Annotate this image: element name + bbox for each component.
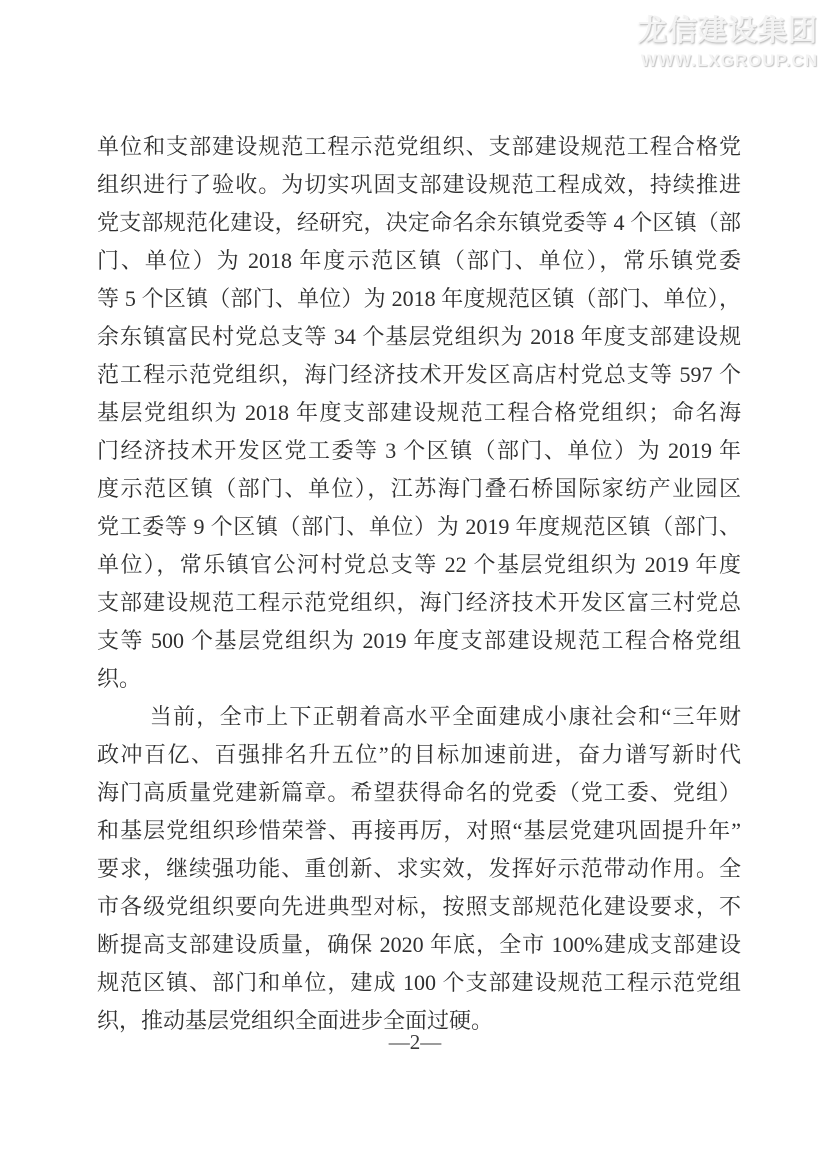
text-line: 织。 (97, 666, 142, 691)
text-line: 政冲百亿、百强排名升五位”的目标加速前进，奋力谱写新时代 (97, 742, 741, 767)
text-line: 海门高质量党建新篇章。希望获得命名的党委（党工委、党组） (97, 780, 741, 805)
text-line: 门、单位）为 2018 年度示范区镇（部门、单位），常乐镇党委 (97, 248, 741, 273)
text-line: 支部建设规范工程示范党组织，海门经济技术开发区富三村党总 (97, 590, 741, 615)
text-line: 单位和支部建设规范工程示范党组织、支部建设规范工程合格党 (97, 134, 741, 159)
text-line: 织，推动基层党组织全面进步全面过硬。 (97, 1008, 494, 1033)
text-line: 度示范区镇（部门、单位），江苏海门叠石桥国际家纺产业园区 (97, 476, 741, 501)
document-body (97, 128, 741, 1040)
company-watermark (638, 8, 818, 71)
text-line: 支等 500 个基层党组织为 2019 年度支部建设规范工程合格党组 (97, 628, 741, 653)
text-line: 和基层党组织珍惜荣誉、再接再厉，对照“基层党建巩固提升年” (97, 818, 741, 843)
text-line: 市各级党组织要向先进典型对标，按照支部规范化建设要求，不 (97, 894, 741, 919)
text-line: 基层党组织为 2018 年度支部建设规范工程合格党组织；命名海 (97, 400, 741, 425)
text-line: 组织进行了验收。为切实巩固支部建设规范工程成效，持续推进 (97, 172, 741, 197)
text-line: 党支部规范化建设，经研究，决定命名余东镇党委等 4 个区镇（部 (97, 210, 741, 235)
text-line: 当前，全市上下正朝着高水平全面建成小康社会和“三年财 (149, 704, 741, 729)
text-line: 门经济技术开发区党工委等 3 个区镇（部门、单位）为 2019 年 (97, 438, 741, 463)
text-line: 范工程示范党组织，海门经济技术开发区高店村党总支等 597 个 (97, 362, 741, 387)
text-line: 要求，继续强功能、重创新、求实效，发挥好示范带动作用。全 (97, 856, 741, 881)
paragraph-1 (97, 128, 741, 698)
company-logo-text: 龙信建设集团 (637, 15, 818, 47)
text-line: 单位），常乐镇官公河村党总支等 22 个基层党组织为 2019 年度 (97, 552, 741, 577)
text-line: 等 5 个区镇（部门、单位）为 2018 年度规范区镇（部门、单位）， (97, 286, 741, 311)
company-website-text: WWW.LXGROUP.CN (640, 51, 818, 70)
text-line: 规范区镇、部门和单位，建成 100 个支部建设规范工程示范党组 (97, 970, 741, 995)
text-line: 余东镇富民村党总支等 34 个基层党组织为 2018 年度支部建设规 (97, 324, 741, 349)
page-number: —2— (388, 1030, 442, 1054)
paragraph-2 (97, 698, 741, 1040)
text-line: 断提高支部建设质量，确保 2020 年底，全市 100%建成支部建设 (97, 932, 741, 957)
text-line: 党工委等 9 个区镇（部门、单位）为 2019 年度规范区镇（部门、 (97, 514, 741, 539)
